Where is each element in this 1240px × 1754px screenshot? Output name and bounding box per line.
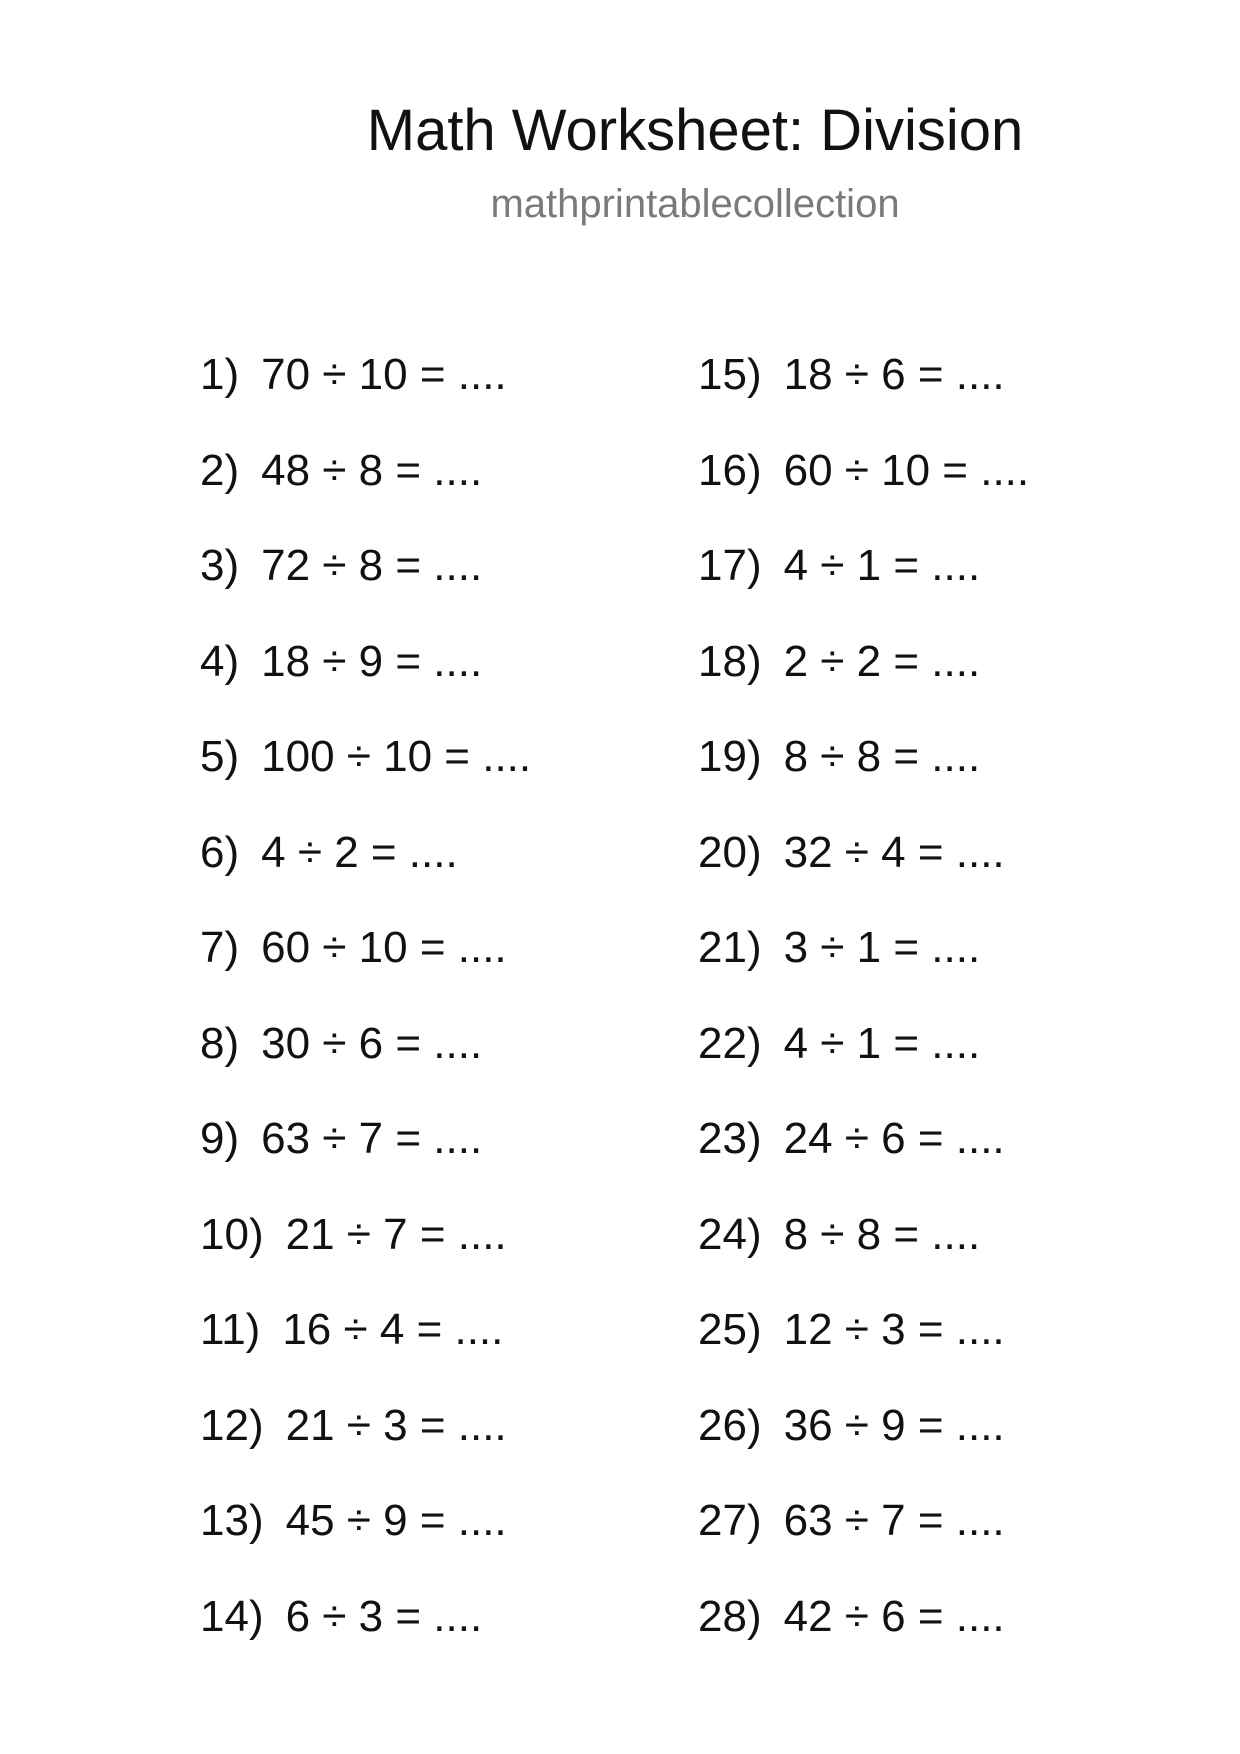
problem-number: 7) <box>200 923 240 972</box>
problem-expression: 6 ÷ 3 = .... <box>285 1591 483 1641</box>
problem-expression: 60 ÷ 10 = .... <box>261 923 507 972</box>
problem-number: 11) <box>200 1305 261 1354</box>
problem-expression: 70 ÷ 10 = .... <box>261 350 507 399</box>
problem-number: 17) <box>698 541 762 590</box>
problem-expression: 21 ÷ 3 = .... <box>285 1400 507 1450</box>
problem-expression: 63 ÷ 7 = .... <box>783 1496 1005 1545</box>
problem-expression: 21 ÷ 7 = .... <box>285 1209 507 1259</box>
problem-expression: 60 ÷ 10 = .... <box>783 445 1030 495</box>
problem-item <box>698 1592 1029 1688</box>
problem-number: 12) <box>200 1400 264 1450</box>
problem-item <box>200 1210 531 1306</box>
problem-number: 3) <box>200 541 240 590</box>
problem-item <box>200 446 531 542</box>
problem-item <box>200 828 531 924</box>
problem-expression: 100 ÷ 10 = .... <box>261 732 532 781</box>
problem-expression: 30 ÷ 6 = .... <box>261 1018 483 1068</box>
problem-expression: 4 ÷ 2 = .... <box>261 827 458 877</box>
problem-number: 1) <box>200 350 240 399</box>
problem-item <box>698 1305 1029 1401</box>
problem-item <box>200 1496 531 1592</box>
problem-number: 13) <box>200 1496 264 1545</box>
problem-expression: 63 ÷ 7 = .... <box>261 1114 483 1163</box>
problem-item <box>698 1496 1029 1592</box>
problem-number: 20) <box>698 827 762 877</box>
page-title: Math Worksheet: Division <box>366 98 1024 163</box>
problem-number: 21) <box>698 923 762 972</box>
problem-expression: 8 ÷ 8 = .... <box>783 732 981 781</box>
problem-number: 22) <box>698 1018 762 1068</box>
worksheet-header <box>0 96 1240 228</box>
problem-item <box>200 350 531 446</box>
problem-number: 10) <box>200 1209 264 1259</box>
problem-item <box>698 1401 1029 1497</box>
problem-number: 6) <box>200 827 240 877</box>
problem-item <box>200 541 531 637</box>
problem-item <box>698 1210 1029 1306</box>
problem-item <box>200 1592 531 1688</box>
problem-expression: 18 ÷ 6 = .... <box>783 350 1005 399</box>
problem-expression: 4 ÷ 1 = .... <box>783 541 981 590</box>
problem-item <box>698 732 1029 828</box>
problem-item <box>200 1114 531 1210</box>
problem-expression: 48 ÷ 8 = .... <box>261 445 483 495</box>
problem-expression: 18 ÷ 9 = .... <box>261 636 483 686</box>
problem-item <box>698 637 1029 733</box>
problem-number: 26) <box>698 1400 762 1450</box>
problem-expression: 2 ÷ 2 = .... <box>783 636 981 686</box>
problem-number: 8) <box>200 1018 240 1068</box>
problem-item <box>200 637 531 733</box>
problem-number: 18) <box>698 636 762 686</box>
problem-list <box>0 350 1240 1650</box>
problem-item <box>200 923 531 1019</box>
problem-number: 27) <box>698 1496 762 1545</box>
problem-item <box>698 1114 1029 1210</box>
problem-expression: 12 ÷ 3 = .... <box>783 1305 1005 1354</box>
problem-item <box>698 541 1029 637</box>
problem-expression: 16 ÷ 4 = .... <box>282 1305 504 1354</box>
problem-number: 23) <box>698 1114 762 1163</box>
problem-expression: 36 ÷ 9 = .... <box>783 1400 1005 1450</box>
problem-number: 16) <box>698 445 762 495</box>
problem-expression: 32 ÷ 4 = .... <box>783 827 1005 877</box>
problem-number: 28) <box>698 1591 762 1641</box>
problem-number: 9) <box>200 1114 240 1163</box>
problem-column-right <box>698 350 1029 1687</box>
problem-item <box>698 446 1029 542</box>
problem-item <box>200 1019 531 1115</box>
problem-expression: 8 ÷ 8 = .... <box>783 1209 981 1259</box>
problem-item <box>698 828 1029 924</box>
problem-number: 14) <box>200 1591 264 1641</box>
problem-expression: 72 ÷ 8 = .... <box>261 541 483 590</box>
problem-number: 19) <box>698 732 762 781</box>
problem-number: 15) <box>698 350 762 399</box>
problem-expression: 45 ÷ 9 = .... <box>285 1496 507 1545</box>
problem-expression: 24 ÷ 6 = .... <box>783 1114 1005 1163</box>
problem-expression: 42 ÷ 6 = .... <box>783 1591 1005 1641</box>
problem-item <box>698 1019 1029 1115</box>
problem-number: 5) <box>200 732 240 781</box>
problem-number: 24) <box>698 1209 762 1259</box>
problem-expression: 3 ÷ 1 = .... <box>783 923 981 972</box>
problem-item <box>698 923 1029 1019</box>
problem-number: 2) <box>200 445 240 495</box>
problem-item <box>200 1401 531 1497</box>
problem-item <box>698 350 1029 446</box>
problem-column-left <box>200 350 531 1687</box>
problem-item <box>200 732 531 828</box>
problem-number: 4) <box>200 636 240 686</box>
problem-number: 25) <box>698 1305 762 1354</box>
problem-item <box>200 1305 531 1401</box>
problem-expression: 4 ÷ 1 = .... <box>783 1018 981 1068</box>
page-subtitle: mathprintablecollection <box>490 182 900 226</box>
